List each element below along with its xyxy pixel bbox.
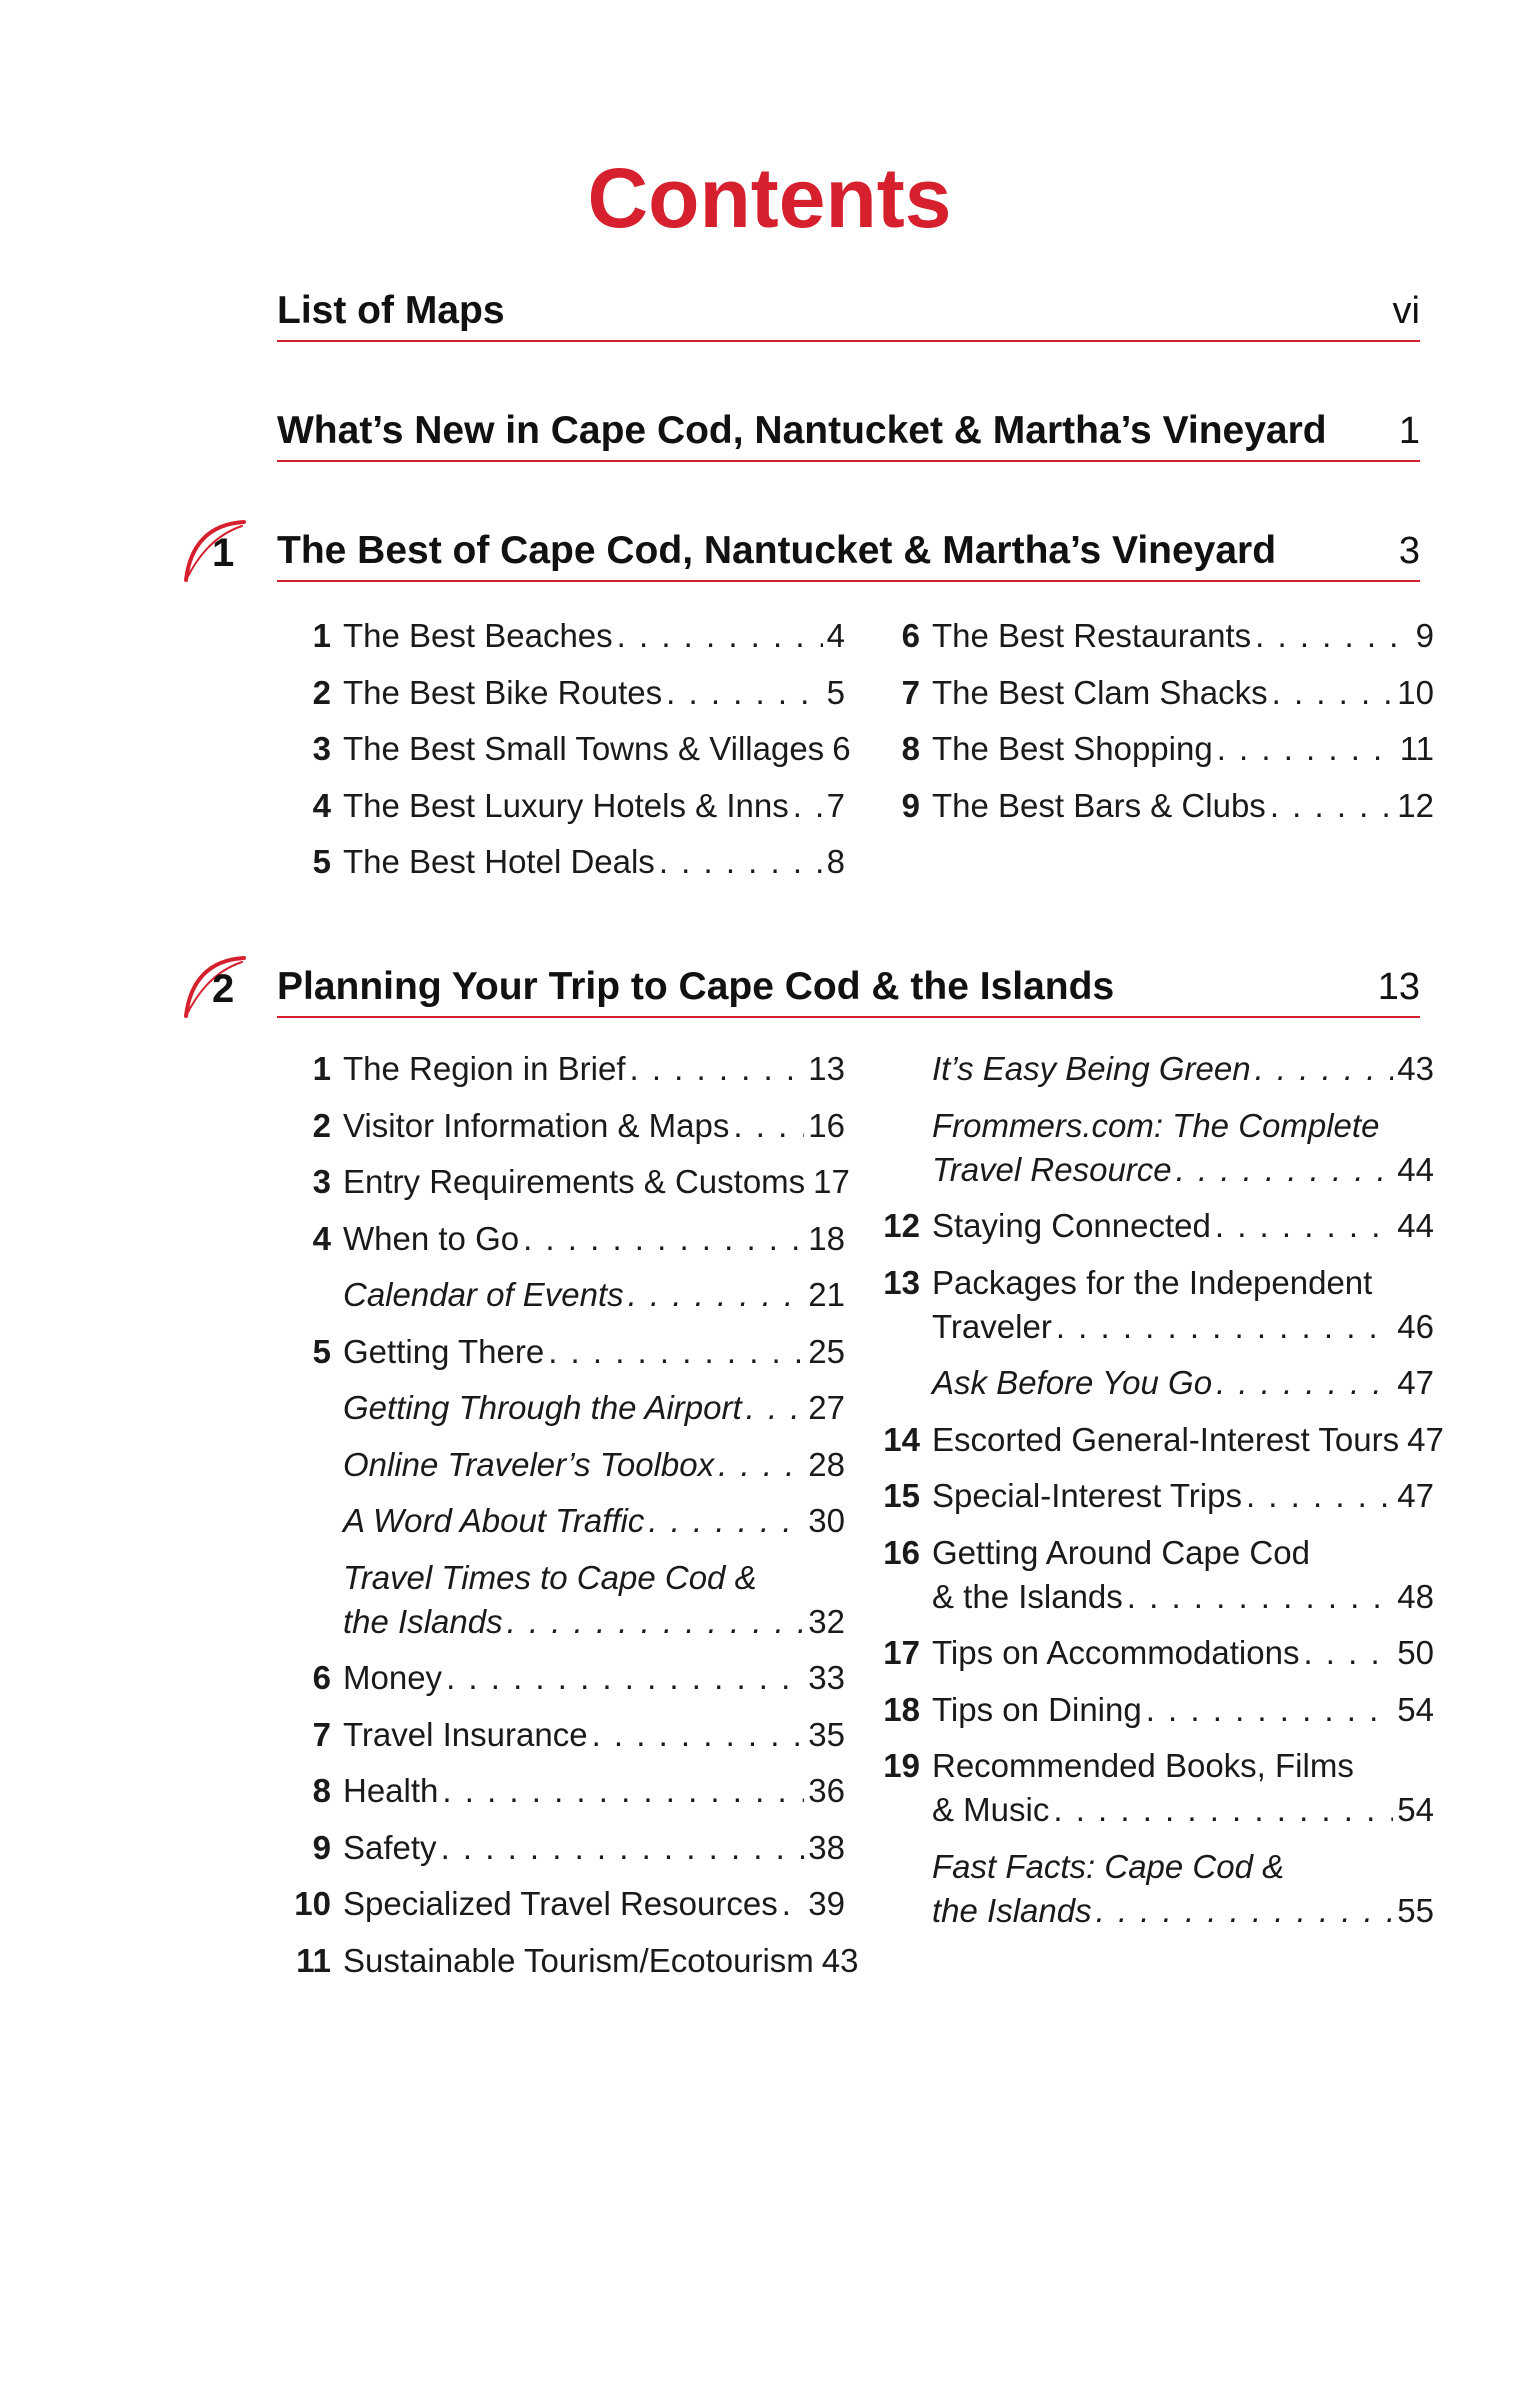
entry-title-line: Recommended Books, Films <box>932 1747 1354 1784</box>
entry-title: Traveler <box>932 1307 1052 1345</box>
entry-title: & Music <box>932 1791 1050 1828</box>
toc-entry[interactable] <box>287 1769 845 1813</box>
entry-number: 19 <box>883 1747 920 1784</box>
entry-title: A Word About Traffic <box>343 1502 645 1539</box>
toc-entry[interactable] <box>287 1047 845 1091</box>
entry-title: Special-Interest Trips <box>932 1477 1242 1514</box>
entry-title: Health <box>343 1772 439 1809</box>
entry-page: 46 <box>1397 1307 1434 1345</box>
heading-page: 1 <box>1398 410 1420 452</box>
entry-page: 5 <box>826 673 845 711</box>
dot-leader <box>659 840 823 884</box>
entry-page: 48 <box>1397 1577 1434 1615</box>
entry-page: 7 <box>826 786 845 824</box>
entry-page: 11 <box>1399 730 1434 767</box>
entry-title: The Best Shopping <box>932 730 1213 767</box>
toc-entry[interactable] <box>287 840 845 884</box>
heading-title: What’s New in Cape Cod, Nantucket & Martha’s Vineyard <box>277 409 1327 452</box>
entry-title: Calendar of Events <box>343 1276 624 1313</box>
dot-leader <box>648 1499 804 1543</box>
entry-title-line: Fast Facts: Cape Cod & <box>932 1847 1285 1885</box>
toc-entry[interactable] <box>287 1386 845 1430</box>
entry-title-line: Packages for the Independent <box>932 1263 1373 1301</box>
entry-number: 11 <box>296 1941 331 1979</box>
toc-entry[interactable] <box>876 1204 1434 1248</box>
entry-number: 13 <box>883 1263 920 1301</box>
toc-entry[interactable] <box>876 1631 1434 1675</box>
entry-page: 33 <box>808 1659 845 1696</box>
page-title: Contents <box>587 151 952 245</box>
entry-number: 12 <box>883 1207 920 1244</box>
entry-title: Specialized Travel Resources <box>343 1885 778 1922</box>
dot-leader <box>629 1047 804 1091</box>
entry-page: 27 <box>808 1389 845 1426</box>
entry-page: 32 <box>808 1602 845 1640</box>
entry-page: 44 <box>1397 1150 1434 1188</box>
toc-entry[interactable] <box>287 1160 850 1204</box>
dot-leader <box>1146 1688 1394 1732</box>
entry-page: 50 <box>1397 1634 1434 1671</box>
entry-page: 43 <box>1397 1050 1434 1087</box>
entry-page: 12 <box>1397 786 1434 824</box>
entry-title: the Islands <box>343 1602 503 1640</box>
toc-entry[interactable] <box>287 1104 845 1148</box>
entry-title: Getting Through the Airport <box>343 1389 742 1426</box>
dot-leader <box>1217 727 1396 771</box>
entry-number: 8 <box>901 730 920 767</box>
dot-leader <box>793 784 823 828</box>
entry-title: Sustainable Tourism/Ecotourism <box>343 1941 814 1979</box>
entry-number: 1 <box>312 1050 331 1087</box>
entry-page: 8 <box>826 843 845 880</box>
dot-leader <box>1246 1474 1393 1518</box>
entry-number: 3 <box>312 1163 331 1200</box>
entry-title: the Islands <box>932 1891 1092 1929</box>
entry-number: 5 <box>312 843 331 880</box>
entry-title: Visitor Information & Maps <box>343 1106 730 1144</box>
toc-entry[interactable] <box>876 1261 1434 1349</box>
dot-leader <box>1056 1305 1393 1349</box>
entry-page: 47 <box>1397 1477 1434 1514</box>
dot-leader <box>666 671 822 715</box>
entry-page: 47 <box>1397 1364 1434 1401</box>
toc-entry[interactable] <box>876 1361 1434 1405</box>
dot-leader <box>523 1217 804 1261</box>
chapter-badge <box>182 516 262 586</box>
dot-leader <box>1215 1204 1393 1248</box>
entry-title: & the Islands <box>932 1577 1123 1615</box>
entry-title-line: Frommers.com: The Complete <box>932 1106 1380 1144</box>
toc-heading-list-of-maps[interactable] <box>277 282 1420 342</box>
dot-leader <box>548 1330 804 1374</box>
entry-page: 13 <box>808 1050 845 1087</box>
toc-entry[interactable] <box>876 1531 1434 1619</box>
toc-entry[interactable] <box>876 1845 1434 1933</box>
toc-entry[interactable] <box>287 1656 845 1700</box>
entry-title: Ask Before You Go <box>932 1364 1213 1401</box>
entry-title-line: Travel Times to Cape Cod & <box>343 1558 757 1596</box>
dot-leader <box>1272 671 1394 715</box>
entry-page: 6 <box>832 730 851 767</box>
entry-number: 5 <box>312 1332 331 1370</box>
entry-page: 44 <box>1397 1207 1434 1244</box>
entry-title: The Best Luxury Hotels & Inns <box>343 786 789 824</box>
entry-title: The Best Bike Routes <box>343 673 663 711</box>
entry-number: 18 <box>883 1690 920 1728</box>
toc-entry[interactable] <box>287 1330 845 1374</box>
dot-leader <box>782 1882 805 1926</box>
heading-page: vi <box>1392 290 1420 332</box>
entry-number: 7 <box>901 673 920 711</box>
entry-number: 2 <box>312 673 331 711</box>
toc-heading-whats-new[interactable] <box>277 402 1420 462</box>
entry-title: Tips on Accommodations <box>932 1634 1300 1671</box>
entry-title: When to Go <box>343 1219 520 1257</box>
dot-leader <box>1255 1047 1394 1091</box>
toc-entry[interactable] <box>287 784 845 828</box>
entry-number: 6 <box>901 617 920 654</box>
dot-leader <box>1096 1889 1394 1933</box>
toc-entry[interactable] <box>287 614 845 658</box>
entry-page: 30 <box>808 1502 845 1539</box>
entry-number: 17 <box>883 1634 920 1671</box>
toc-entry[interactable] <box>876 1418 1444 1462</box>
toc-entry[interactable] <box>287 727 851 771</box>
entry-number: 4 <box>312 1219 331 1257</box>
entry-title: Tips on Dining <box>932 1690 1142 1728</box>
heading-title: Planning Your Trip to Cape Cod & the Islands <box>277 965 1115 1008</box>
toc-entry[interactable] <box>287 1556 845 1644</box>
heading-title: List of Maps <box>277 289 505 332</box>
dot-leader <box>592 1713 805 1757</box>
toc-entry[interactable] <box>876 614 1434 658</box>
dot-leader <box>507 1600 805 1644</box>
entry-title: Staying Connected <box>932 1207 1211 1244</box>
dot-leader <box>1303 1631 1393 1675</box>
toc-entry[interactable] <box>287 1713 845 1757</box>
dot-leader <box>628 1273 805 1317</box>
toc-heading-chapter-1[interactable] <box>277 522 1420 582</box>
toc-entry[interactable] <box>876 784 1434 828</box>
entry-number: 3 <box>312 730 331 767</box>
entry-page: 18 <box>808 1219 845 1257</box>
chapter-badge <box>182 952 262 1022</box>
entry-page: 39 <box>808 1885 845 1922</box>
dot-leader <box>718 1443 804 1487</box>
entry-title: The Best Bars & Clubs <box>932 786 1266 824</box>
toc-entry[interactable] <box>876 1047 1434 1091</box>
dot-leader <box>1176 1148 1394 1192</box>
entry-title: The Region in Brief <box>343 1050 626 1087</box>
entry-title-line: Getting Around Cape Cod <box>932 1533 1310 1571</box>
entry-title: The Best Small Towns & Villages <box>343 730 825 767</box>
entry-page: 38 <box>808 1828 845 1866</box>
entry-number: 8 <box>312 1772 331 1809</box>
toc-entry[interactable] <box>876 671 1434 715</box>
toc-entry[interactable] <box>287 1882 845 1926</box>
entry-title: It’s Easy Being Green <box>932 1050 1251 1087</box>
dot-leader <box>617 614 823 658</box>
dot-leader <box>1053 1788 1393 1832</box>
toc-entry[interactable] <box>876 1474 1434 1518</box>
entry-title: Entry Requirements & Customs <box>343 1163 806 1200</box>
entry-title: The Best Restaurants <box>932 617 1252 654</box>
toc-entry[interactable] <box>876 727 1434 771</box>
toc-entry[interactable] <box>287 1939 859 1983</box>
toc-entry[interactable] <box>876 1104 1434 1192</box>
dot-leader <box>1270 784 1393 828</box>
chapter-number: 1 <box>212 531 235 575</box>
dot-leader <box>446 1656 804 1700</box>
entry-page: 17 <box>813 1163 850 1200</box>
dot-leader <box>746 1386 805 1430</box>
toc-entry[interactable] <box>876 1688 1434 1732</box>
entry-page: 55 <box>1397 1891 1434 1929</box>
entry-title: Getting There <box>343 1332 545 1370</box>
entry-title: The Best Clam Shacks <box>932 673 1268 711</box>
dot-leader <box>442 1769 804 1813</box>
toc-entry[interactable] <box>287 671 845 715</box>
entry-page: 4 <box>826 617 845 654</box>
entry-title: Money <box>343 1659 443 1696</box>
toc-entry[interactable] <box>287 1217 845 1261</box>
entry-page: 47 <box>1407 1420 1444 1458</box>
entry-title: Online Traveler’s Toolbox <box>343 1445 715 1483</box>
entry-page: 9 <box>1415 617 1434 654</box>
entry-title: The Best Hotel Deals <box>343 843 655 880</box>
entry-page: 28 <box>808 1445 845 1483</box>
entry-title: Travel Resource <box>932 1150 1172 1188</box>
entry-number: 2 <box>312 1106 331 1144</box>
dot-leader <box>1216 1361 1393 1405</box>
heading-title: The Best of Cape Cod, Nantucket & Martha’s Vineyard <box>277 529 1277 572</box>
entry-page: 43 <box>821 1941 859 1979</box>
dot-leader <box>1255 614 1411 658</box>
entry-page: 54 <box>1397 1690 1434 1728</box>
toc-entry[interactable] <box>287 1499 845 1543</box>
entry-number: 14 <box>883 1420 920 1458</box>
entry-page: 21 <box>808 1276 845 1313</box>
chapter-number: 2 <box>212 967 235 1011</box>
entry-title: The Best Beaches <box>343 617 613 654</box>
dot-leader <box>733 1104 804 1148</box>
dot-leader <box>1127 1575 1394 1619</box>
toc-entry[interactable] <box>876 1744 1434 1832</box>
entry-page: 36 <box>808 1772 845 1809</box>
heading-page: 13 <box>1377 966 1420 1008</box>
entry-title: Safety <box>343 1828 437 1866</box>
toc-entry[interactable] <box>287 1826 845 1870</box>
toc-heading-chapter-2[interactable] <box>277 958 1420 1018</box>
entry-number: 9 <box>901 786 920 824</box>
entry-title: Escorted General-Interest Tours <box>932 1420 1400 1458</box>
entry-number: 16 <box>883 1533 920 1571</box>
entry-page: 16 <box>808 1106 845 1144</box>
entry-title: Travel Insurance <box>343 1715 588 1753</box>
entry-page: 35 <box>808 1715 845 1753</box>
entry-page: 10 <box>1397 673 1434 711</box>
entry-number: 6 <box>312 1659 331 1696</box>
entry-number: 15 <box>883 1477 920 1514</box>
entry-number: 10 <box>294 1885 331 1922</box>
dot-leader <box>441 1826 805 1870</box>
entry-number: 7 <box>312 1715 331 1753</box>
entry-number: 9 <box>312 1828 331 1866</box>
heading-page: 3 <box>1398 530 1420 572</box>
entry-number: 4 <box>312 786 331 824</box>
toc-entry[interactable] <box>287 1273 845 1317</box>
toc-entry[interactable] <box>287 1443 845 1487</box>
entry-page: 54 <box>1397 1791 1434 1828</box>
entry-page: 25 <box>808 1332 845 1370</box>
entry-number: 1 <box>312 617 331 654</box>
